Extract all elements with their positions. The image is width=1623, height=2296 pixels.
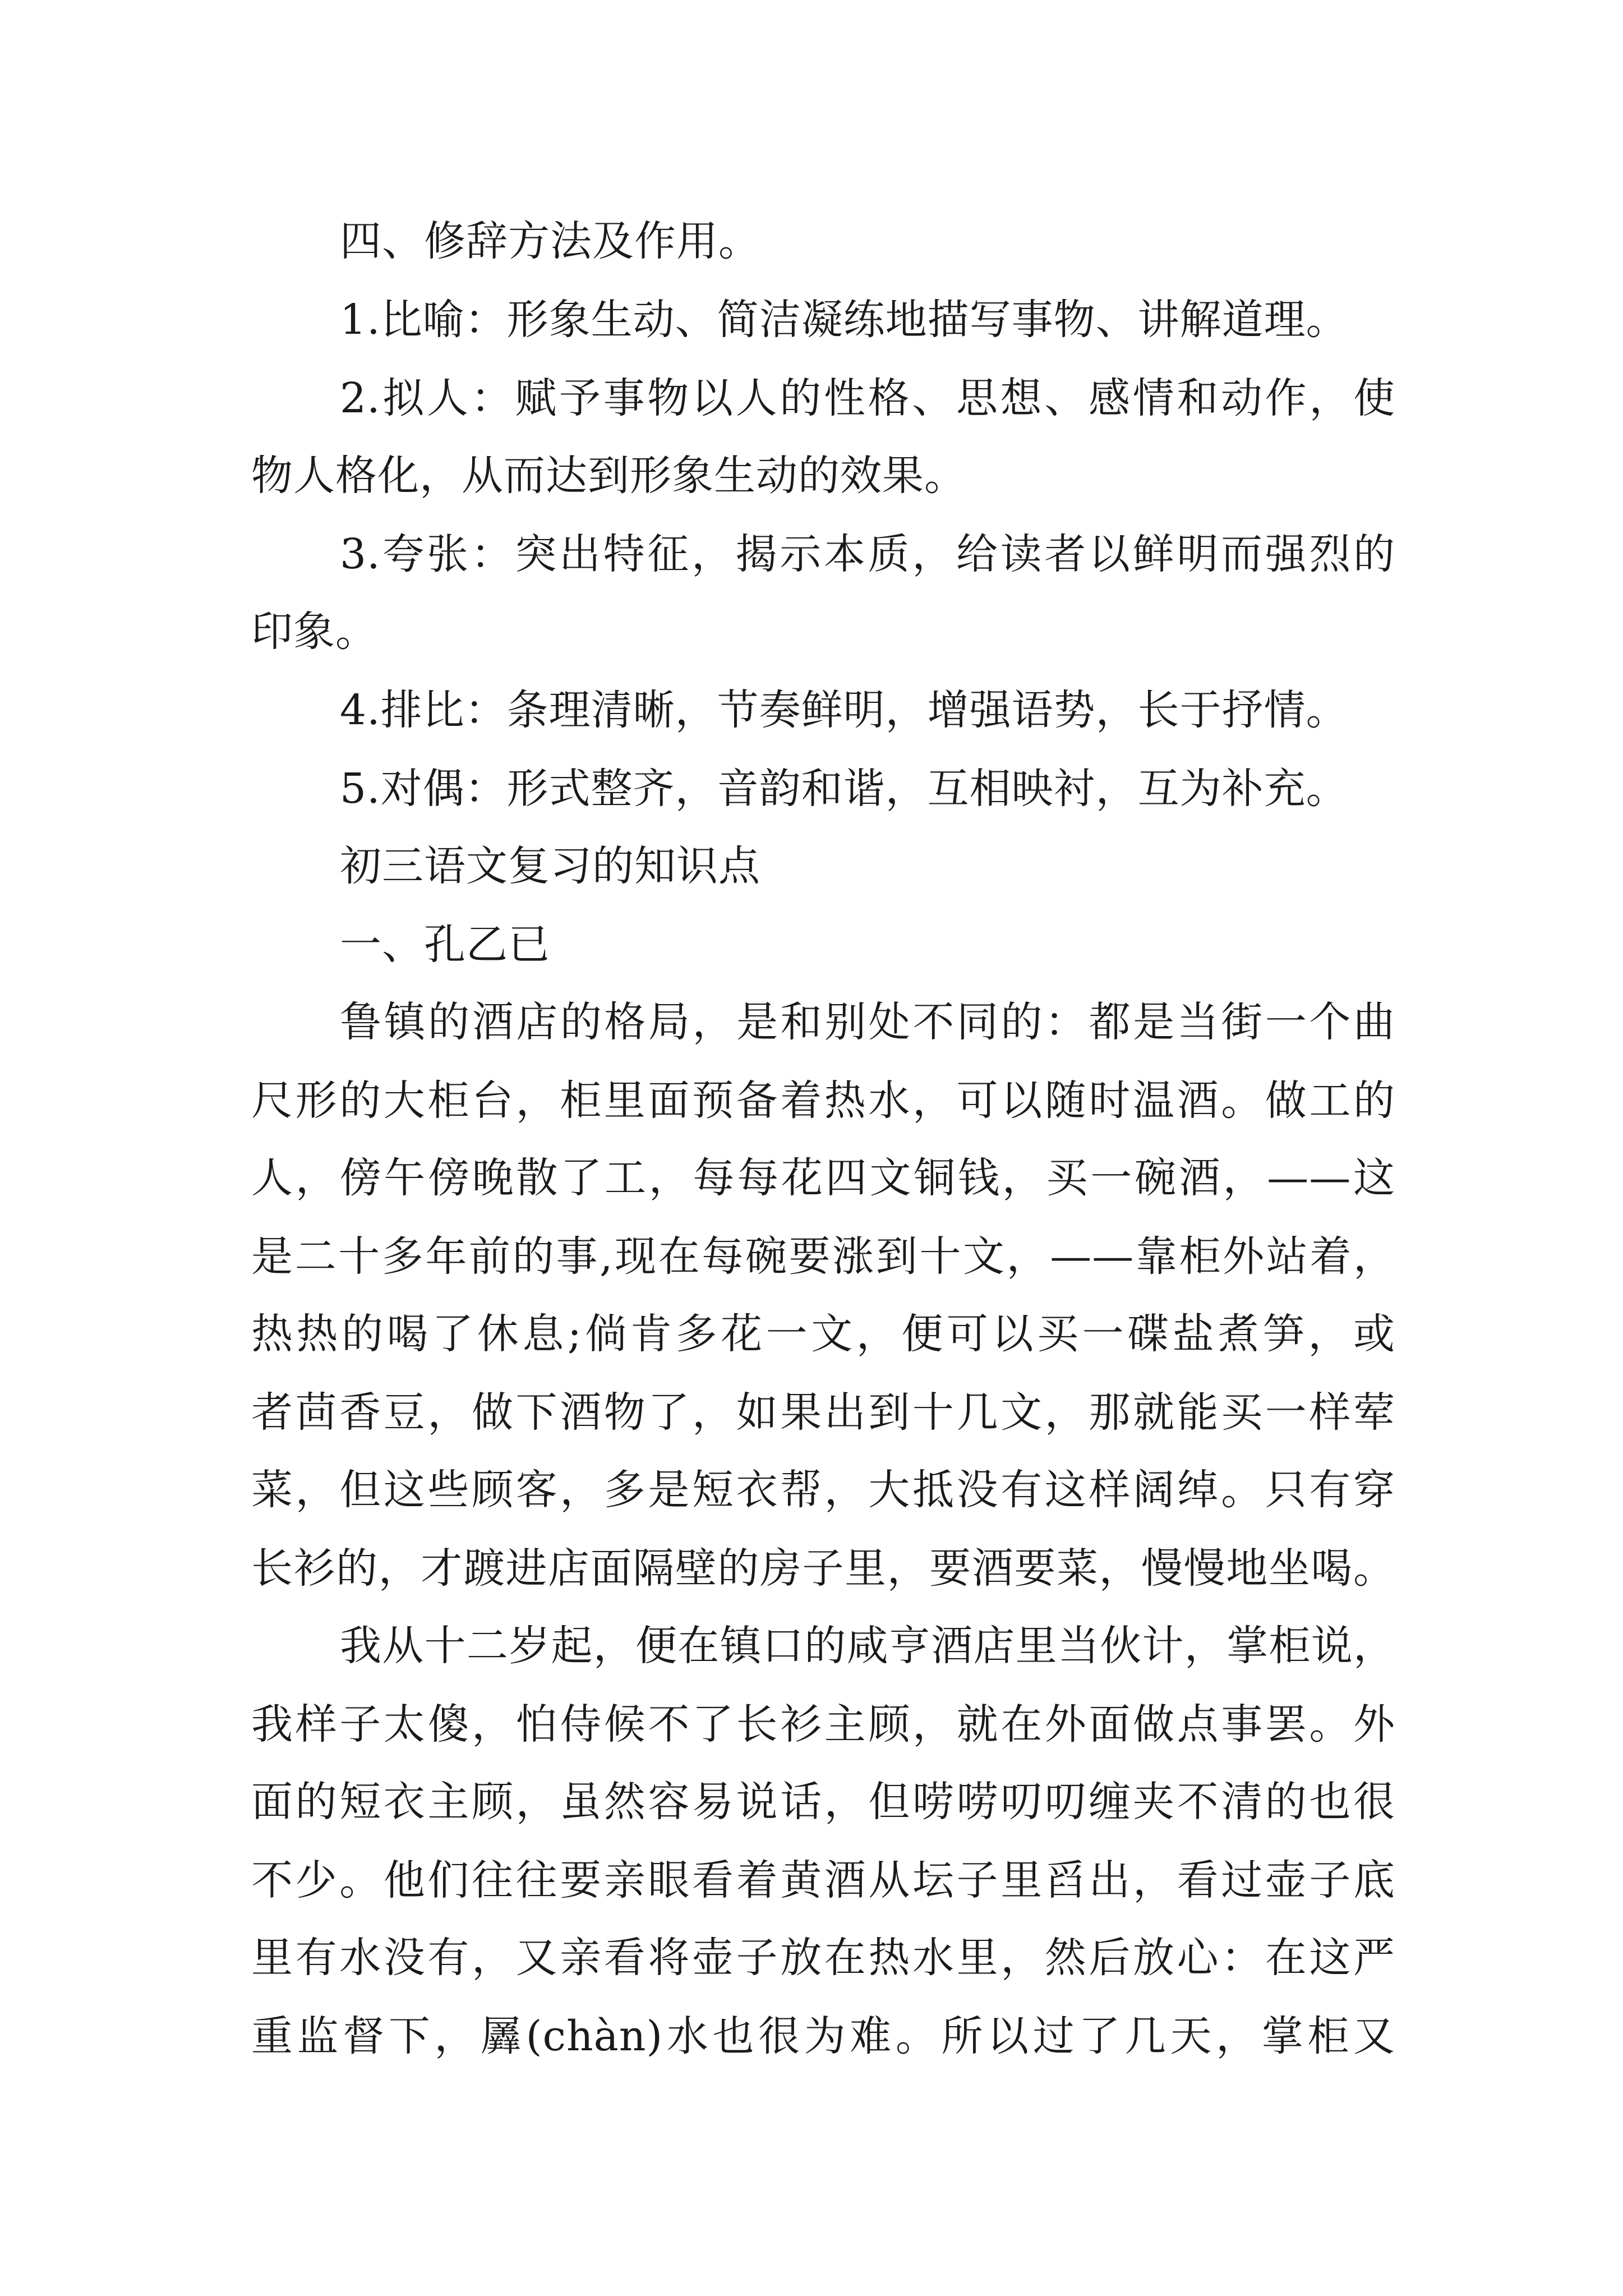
paragraph-line: 我样子太傻，怕侍候不了长衫主顾，就在外面做点事罢。外: [251, 1700, 1395, 1749]
section-heading-knowledge: 初三语文复习的知识点: [340, 842, 760, 890]
paragraph-line: 物人格化，从而达到形象生动的效果。: [251, 452, 966, 500]
paragraph-line: 是二十多年前的事,现在每碗要涨到十文，——靠柜外站着，: [251, 1232, 1395, 1281]
paragraph-line: 重监督下，羼(chàn)水也很为难。所以过了几天，掌柜又: [251, 2012, 1395, 2060]
paragraph-line: 面的短衣主顾，虽然容易说话，但唠唠叨叨缠夹不清的也很: [251, 1778, 1395, 1826]
paragraph-line: 2.拟人：赋予事物以人的性格、思想、感情和动作，使: [340, 374, 1395, 422]
paragraph-line: 5.对偶：形式整齐，音韵和谐，互相映衬，互为补充。: [340, 765, 1348, 813]
paragraph-line: 长衫的，才踱进店面隔壁的房子里，要酒要菜，慢慢地坐喝。: [251, 1544, 1395, 1593]
section-heading-rhetoric: 四、修辞方法及作用。: [340, 217, 760, 265]
paragraph-line: 我从十二岁起，便在镇口的咸亨酒店里当伙计，掌柜说，: [340, 1622, 1395, 1670]
paragraph-line: 里有水没有，又亲看将壶子放在热水里，然后放心：在这严: [251, 1934, 1395, 1982]
paragraph-line: 4.排比：条理清晰，节奏鲜明，增强语势，长于抒情。: [340, 686, 1348, 734]
paragraph-line: 热热的喝了休息;倘肯多花一文，便可以买一碟盐煮笋，或: [251, 1310, 1395, 1358]
paragraph-line: 3.夸张：突出特征，揭示本质，给读者以鲜明而强烈的: [340, 530, 1395, 578]
paragraph-line: 者茴香豆，做下酒物了，如果出到十几文，那就能买一样荤: [251, 1388, 1395, 1437]
paragraph-line: 尺形的大柜台，柜里面预备着热水，可以随时温酒。做工的: [251, 1076, 1395, 1125]
paragraph-line: 不少。他们往往要亲眼看着黄酒从坛子里舀出，看过壶子底: [251, 1856, 1395, 1904]
paragraph-line: 印象。: [251, 608, 377, 656]
paragraph-line: 菜，但这些顾客，多是短衣帮，大抵没有这样阔绰。只有穿: [251, 1466, 1395, 1514]
section-heading-kongyiji: 一、孔乙已: [340, 921, 550, 969]
paragraph-line: 人，傍午傍晚散了工，每每花四文铜钱，买一碗酒，——这: [251, 1154, 1395, 1202]
paragraph-line: 鲁镇的酒店的格局，是和别处不同的：都是当街一个曲: [340, 998, 1395, 1046]
paragraph-line: 1.比喻：形象生动、简洁凝练地描写事物、讲解道理。: [340, 296, 1348, 344]
